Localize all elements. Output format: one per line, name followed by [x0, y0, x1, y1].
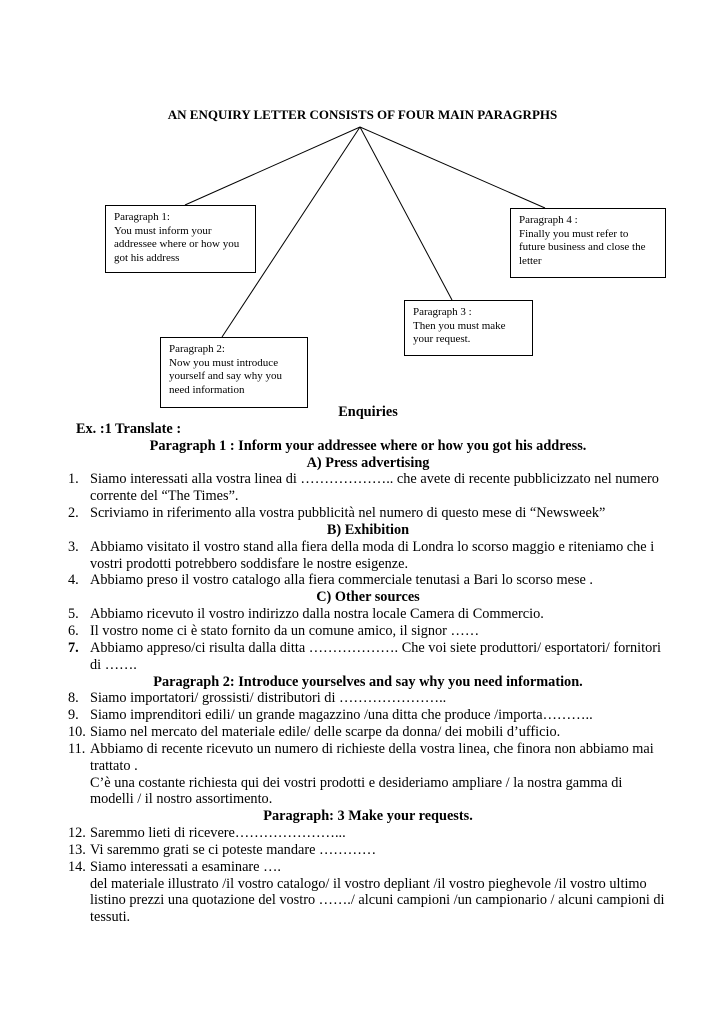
- paragraph-1-box: [105, 205, 256, 273]
- box-label: Paragraph 4 :: [519, 214, 578, 226]
- paragraph-3-box: [404, 300, 533, 356]
- list-item: 8. Siamo importatori/ grossisti/ distributori di …………………..: [68, 690, 447, 707]
- list-item: 3. Abbiamo visitato il vostro stand alla fiera della moda di Londra lo scorso maggio e riteniamo che i vostri prodotti potrebbero soddisfare le nostre esigenze.: [68, 538, 655, 572]
- list-item: 12. Saremmo lieti di ricevere…………………...: [68, 825, 346, 842]
- paragraph-2-box: [160, 337, 308, 408]
- connector-4: [360, 127, 545, 208]
- box-label: Paragraph 3 :: [413, 306, 472, 318]
- list-item: 10. Siamo nel mercato del materiale edile/ delle scarpe da donna/ dei mobili d’ufficio.: [68, 724, 561, 741]
- list-item: 4. Abbiamo preso il vostro catalogo alla fiera commerciale tenutasi a Bari lo scorso mese .: [68, 572, 594, 589]
- box-text: Now you must introduce yourself and say why you need information: [169, 356, 283, 396]
- list-item: 7. Abbiamo appreso/ci risulta dalla ditta ………………. Che voi siete produttori/ esportatori/ fornitori di …….: [68, 639, 661, 673]
- box-label: Paragraph 1:: [114, 211, 170, 223]
- document-title: AN ENQUIRY LETTER CONSISTS OF FOUR MAIN PARAGRPHS: [167, 107, 558, 122]
- exercise-body: [68, 404, 668, 926]
- list-item: 9. Siamo imprenditori edili/ un grande magazzino /una ditta che produce /importa………..: [68, 707, 593, 724]
- paragraph-2-heading: Paragraph 2: Introduce yourselves and say why you need information.: [153, 673, 583, 690]
- list-item: 13. Vi saremmo grati se ci poteste mandare …………: [68, 841, 377, 858]
- exercise-label: Ex. :1 Translate :: [76, 420, 182, 437]
- paragraph-1-heading: Paragraph 1 : Inform your addressee where or how you got his address.: [149, 437, 587, 454]
- list-item: 11. Abbiamo di recente ricevuto un numero di richieste della vostra linea, che finora non abbiamo mai trattato . C’è una costante richiesta qui dei vostri prodotti e desideriamo ampliare / la nostra gamma di modelli / il nostro assortimento.: [68, 740, 654, 808]
- box-text: Finally you must refer to future business and close the letter: [519, 227, 646, 267]
- section-heading: Enquiries: [338, 404, 398, 420]
- list-item: 6. Il vostro nome ci è stato fornito da un comune amico, il signor ……: [68, 622, 480, 639]
- connector-1: [185, 127, 360, 205]
- paragraph-3-heading: Paragraph: 3 Make your requests.: [263, 808, 473, 825]
- list-item: 5. Abbiamo ricevuto il vostro indirizzo dalla nostra locale Camera di Commercio.: [68, 606, 544, 623]
- box-text: You must inform your addressee where or how you got his address: [114, 224, 240, 264]
- list-item: 1. Siamo interessati alla vostra linea di ……………….. che avete di recente pubblicizzato nel numero corrente del “The Times”.: [68, 471, 659, 505]
- box-label: Paragraph 2:: [169, 343, 225, 355]
- subheading-press: A) Press advertising: [306, 454, 430, 471]
- box-text: Then you must make your request.: [413, 319, 506, 345]
- list-item: 2. Scriviamo in riferimento alla vostra pubblicità nel numero di questo mese di “Newsweek”: [68, 505, 606, 522]
- subheading-exhibition: B) Exhibition: [326, 521, 410, 538]
- paragraph-4-box: [510, 208, 666, 278]
- list-item: 14. Siamo interessati a esaminare …. del materiale illustrato /il vostro catalogo/ il vostro depliant /il vostro pieghevole /il vostro ultimo listino prezzi una quotazione del vostro ……./ alcuni campioni /un campionario / alcuni campioni di tessuti.: [68, 858, 665, 926]
- subheading-other-sources: C) Other sources: [316, 589, 420, 606]
- connector-3: [360, 127, 452, 300]
